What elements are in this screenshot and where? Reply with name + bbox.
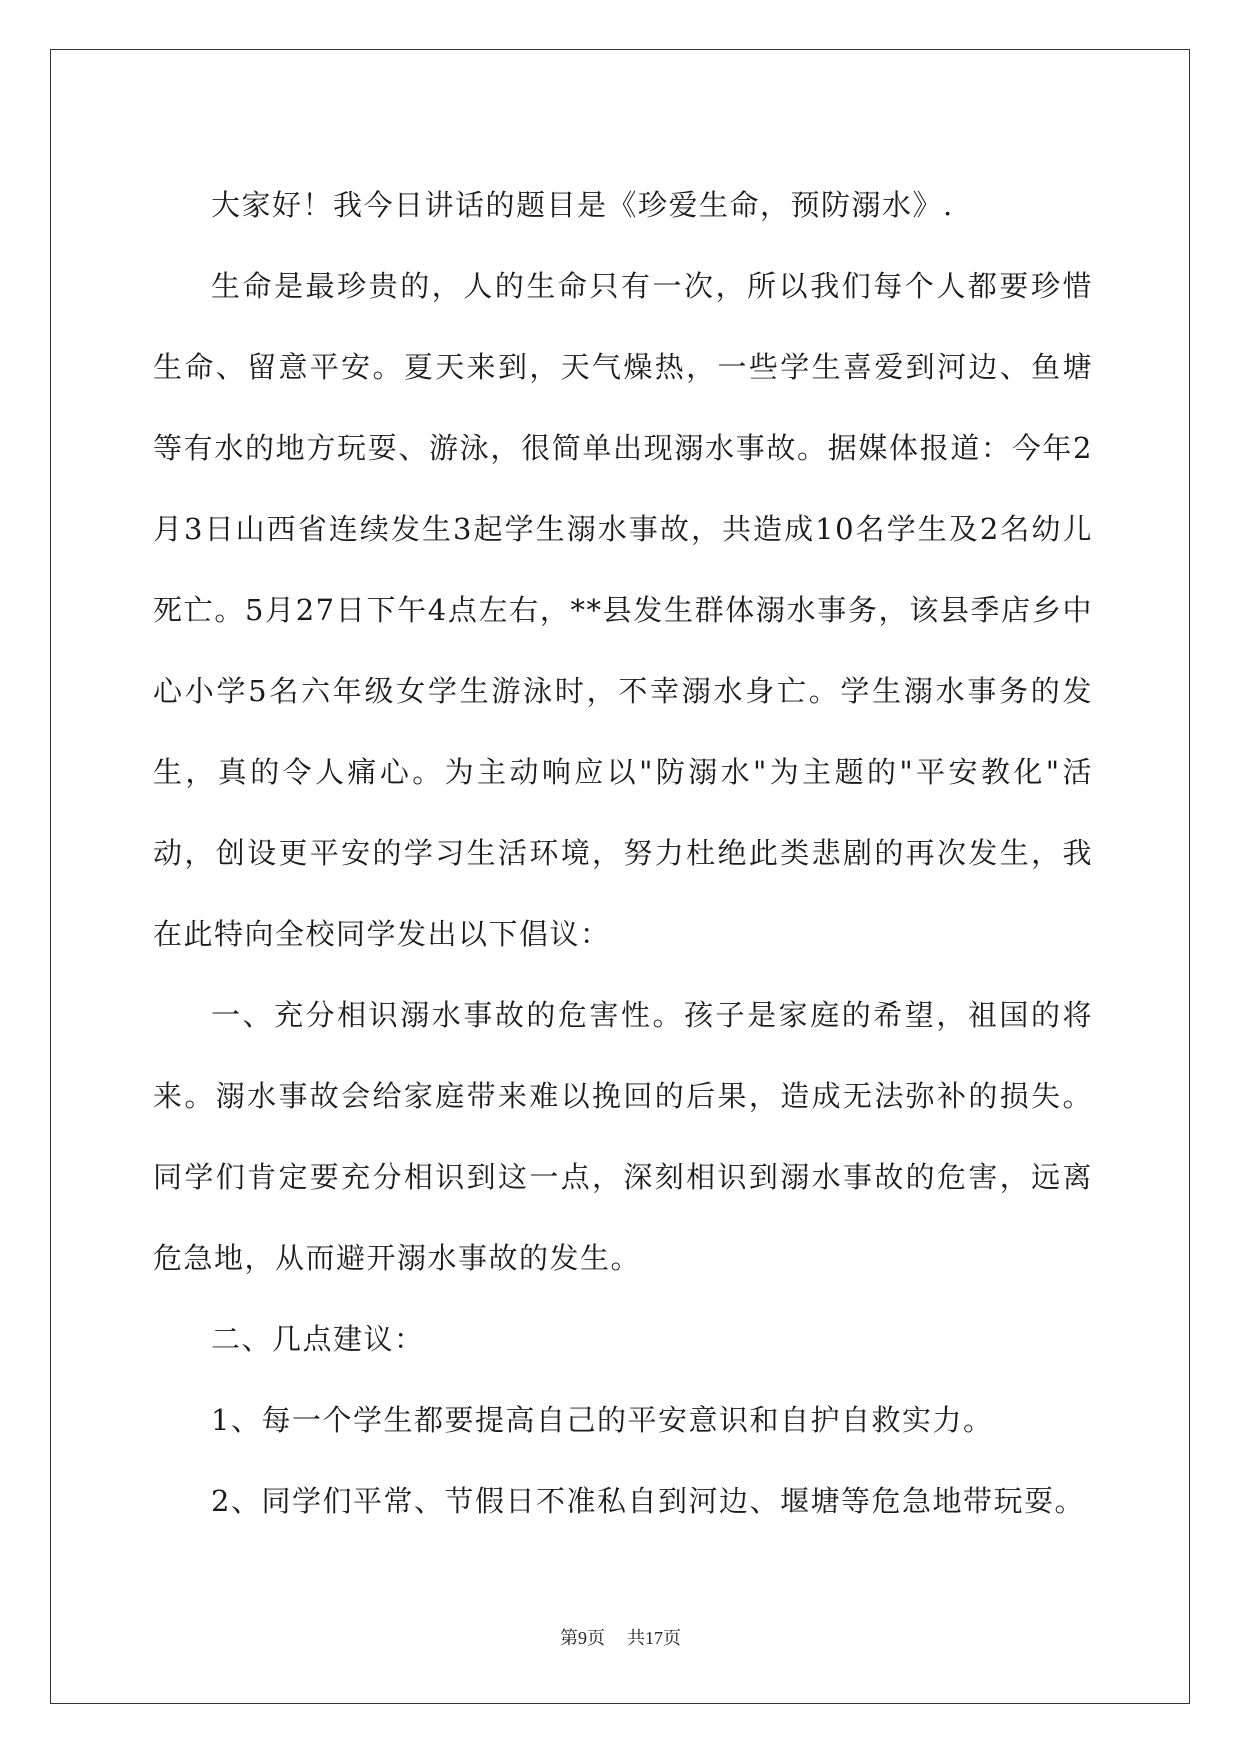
paragraph-greeting: 大家好！我今日讲话的题目是《珍爱生命，预防溺水》. [211, 188, 954, 222]
document-body [153, 165, 1093, 1542]
page-footer [0, 1624, 1241, 1650]
paragraph-point-two-heading: 二、几点建议： [211, 1322, 425, 1356]
paragraph-point-one: 一、充分相识溺水事故的危害性。孩子是家庭的希望，祖国的将来。溺水事故会给家庭带来难以挽回的后果，造成无法弥补的损失。同学们肯定要充分相识到这一点，深刻相识到溺水事故的危害，远离危急地，从而避开溺水事故的发生。 [153, 998, 1093, 1275]
paragraph-suggestion-2: 2、同学们平常、节假日不准私自到河边、堰塘等危急地带玩耍。 [211, 1484, 1085, 1518]
paragraph-suggestion-1: 1、每一个学生都要提高自己的平安意识和自护自救实力。 [211, 1403, 994, 1437]
page-number-current: 第9页 [560, 1628, 605, 1648]
page-number-total: 共17页 [627, 1628, 681, 1648]
paragraph-intro: 生命是最珍贵的，人的生命只有一次，所以我们每个人都要珍惜生命、留意平安。夏天来到，天气燥热，一些学生喜爱到河边、鱼塘等有水的地方玩耍、游泳，很简单出现溺水事故。据媒体报道：今年2月3日山西省连续发生3起学生溺水事故，共造成10名学生及2名幼儿死亡。5月27日下午4点左右，**县发生群体溺水事务，该县季店乡中心小学5名六年级女学生游泳时，不幸溺水身亡。学生溺水事务的发生，真的令人痛心。为主动响应以"防溺水"为主题的"平安教化"活动，创设更平安的学习生活环境，努力杜绝此类悲剧的再次发生，我在此特向全校同学发出以下倡议： [153, 269, 1093, 951]
